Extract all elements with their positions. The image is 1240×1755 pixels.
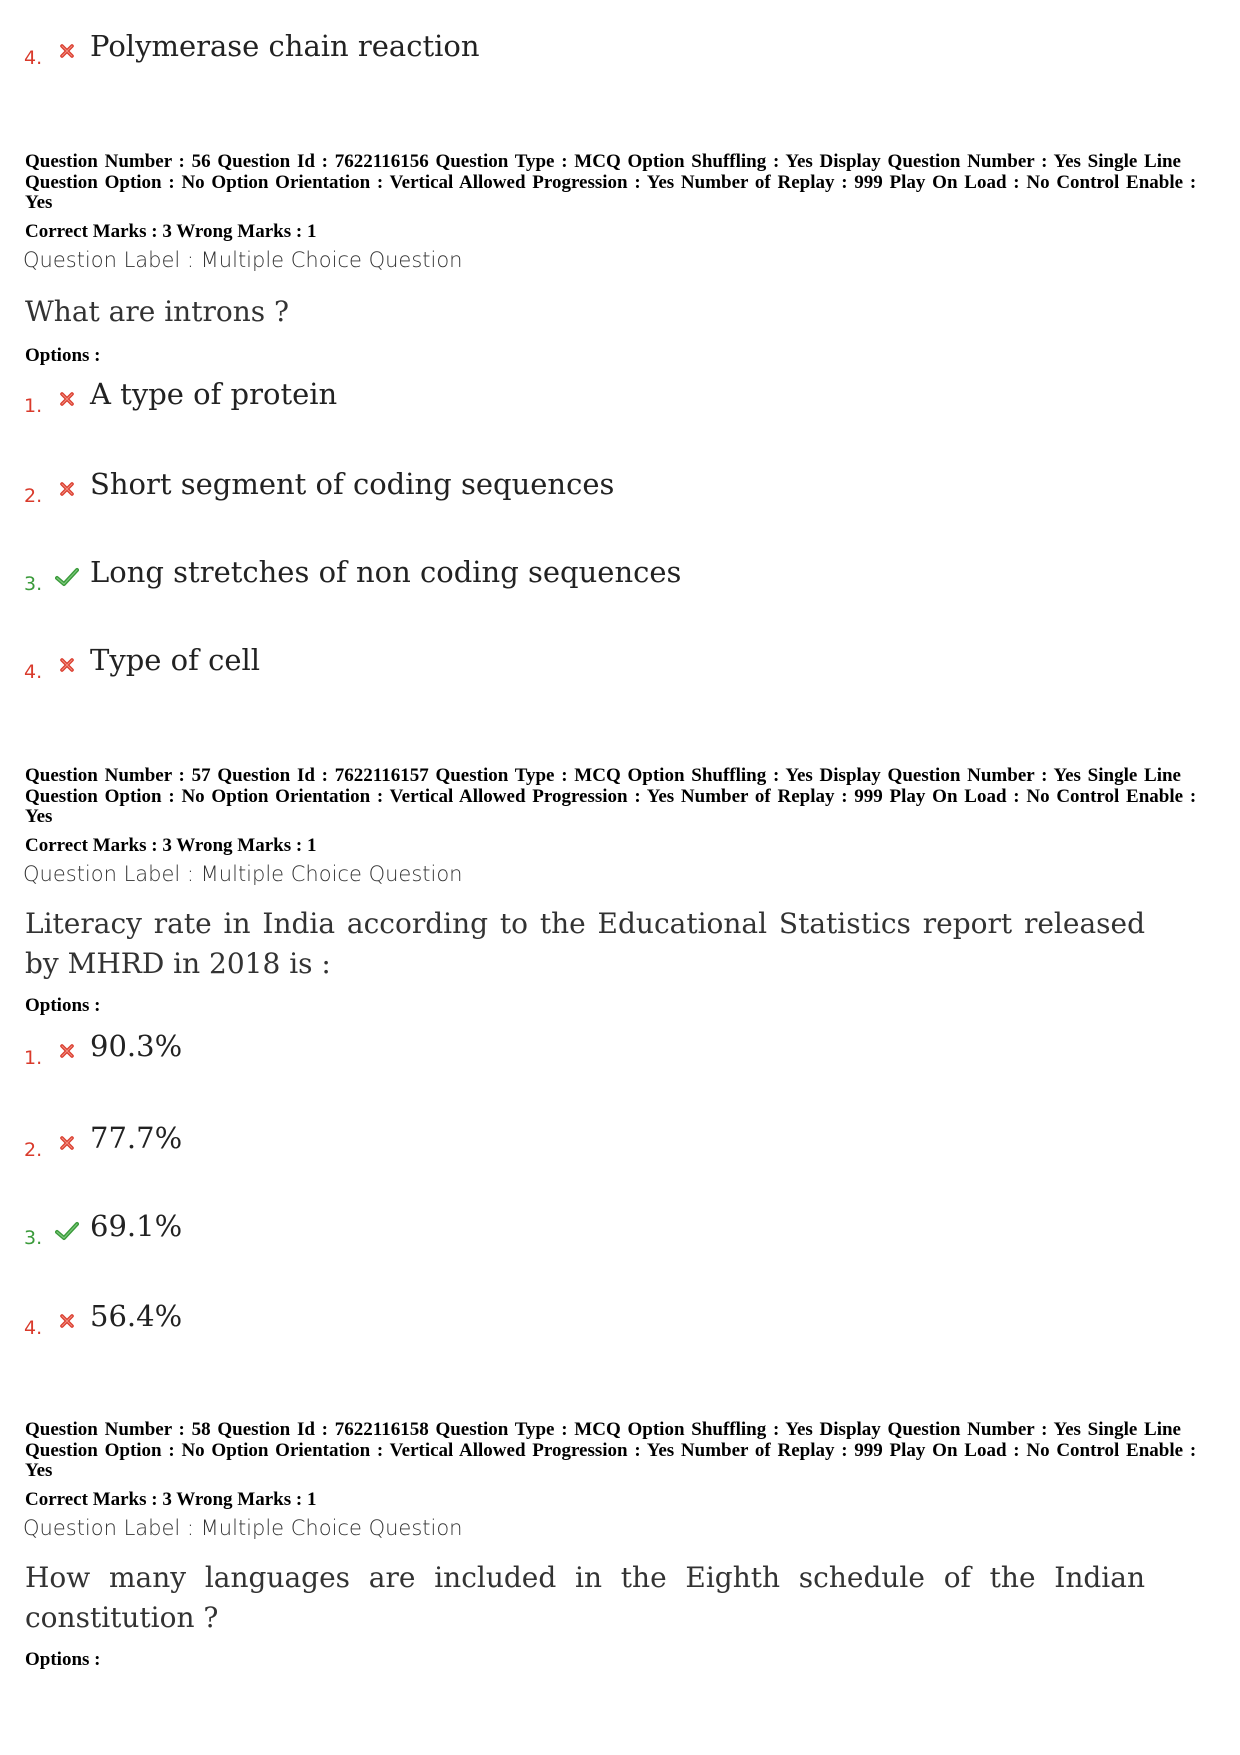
option-text: 90.3% <box>90 1029 183 1063</box>
option-row <box>24 30 480 70</box>
option-row <box>24 1030 182 1070</box>
option-number: 1. <box>24 1047 43 1069</box>
question-label: Question Label : Multiple Choice Question <box>23 862 463 886</box>
question-label: Question Label : Multiple Choice Question <box>23 1516 463 1540</box>
option-text: 69.1% <box>90 1209 183 1243</box>
question-meta: Question Number : 58 Question Id : 7622116158 Question Type : MCQ Option Shuffling : Yes Display Question Number : Yes Single Line Question Option : No Option Orientation : Vertical Allowed Progression : Yes Number of Replay : 999 Play On Load : No Control Enable : Yes <box>25 1419 1197 1481</box>
question-marks: Correct Marks : 3 Wrong Marks : 1 <box>25 221 317 242</box>
question-meta: Question Number : 56 Question Id : 7622116156 Question Type : MCQ Option Shuffling : Yes Display Question Number : Yes Single Line Question Option : No Option Orientation : Vertical Allowed Progression : Yes Number of Replay : 999 Play On Load : No Control Enable : Yes <box>25 151 1197 213</box>
question-text: How many languages are included in the Eighth schedule of the Indian constitution ? <box>25 1561 1145 1634</box>
question-text: What are introns ? <box>25 295 290 328</box>
cross-icon <box>54 1308 80 1334</box>
options-label: Options : <box>25 995 101 1016</box>
option-text: 77.7% <box>90 1121 183 1155</box>
option-text: Type of cell <box>90 643 261 677</box>
question-label: Question Label : Multiple Choice Question <box>23 248 463 272</box>
question-marks: Correct Marks : 3 Wrong Marks : 1 <box>25 1489 317 1510</box>
option-number: 2. <box>24 485 43 507</box>
option-number: 4. <box>24 47 43 69</box>
cross-icon <box>54 1038 80 1064</box>
option-text: Long stretches of non coding sequences <box>90 555 682 589</box>
option-number: 4. <box>24 1317 43 1339</box>
option-text: Polymerase chain reaction <box>90 29 480 63</box>
cross-icon <box>54 652 80 678</box>
option-number: 1. <box>24 395 43 417</box>
option-row <box>24 1210 182 1250</box>
options-label: Options : <box>25 1649 101 1670</box>
cross-icon <box>54 386 80 412</box>
option-text: Short segment of coding sequences <box>90 467 615 501</box>
check-icon <box>54 564 80 590</box>
option-number: 3. <box>24 573 43 595</box>
option-row <box>24 1122 182 1162</box>
option-number: 4. <box>24 661 43 683</box>
question-marks: Correct Marks : 3 Wrong Marks : 1 <box>25 835 317 856</box>
question-meta: Question Number : 57 Question Id : 7622116157 Question Type : MCQ Option Shuffling : Yes Display Question Number : Yes Single Line Question Option : No Option Orientation : Vertical Allowed Progression : Yes Number of Replay : 999 Play On Load : No Control Enable : Yes <box>25 765 1197 827</box>
option-text: 56.4% <box>90 1299 183 1333</box>
option-row <box>24 556 681 596</box>
cross-icon <box>54 38 80 64</box>
check-icon <box>54 1218 80 1244</box>
cross-icon <box>54 476 80 502</box>
option-number: 2. <box>24 1139 43 1161</box>
option-row <box>24 1300 182 1340</box>
option-text: A type of protein <box>90 377 338 411</box>
options-label: Options : <box>25 345 101 366</box>
option-number: 3. <box>24 1227 43 1249</box>
cross-icon <box>54 1130 80 1156</box>
option-row <box>24 644 260 684</box>
option-row <box>24 378 337 418</box>
option-row <box>24 468 614 508</box>
question-text: Literacy rate in India according to the Educational Statistics report released by MHRD in 2018 is : <box>25 907 1145 980</box>
